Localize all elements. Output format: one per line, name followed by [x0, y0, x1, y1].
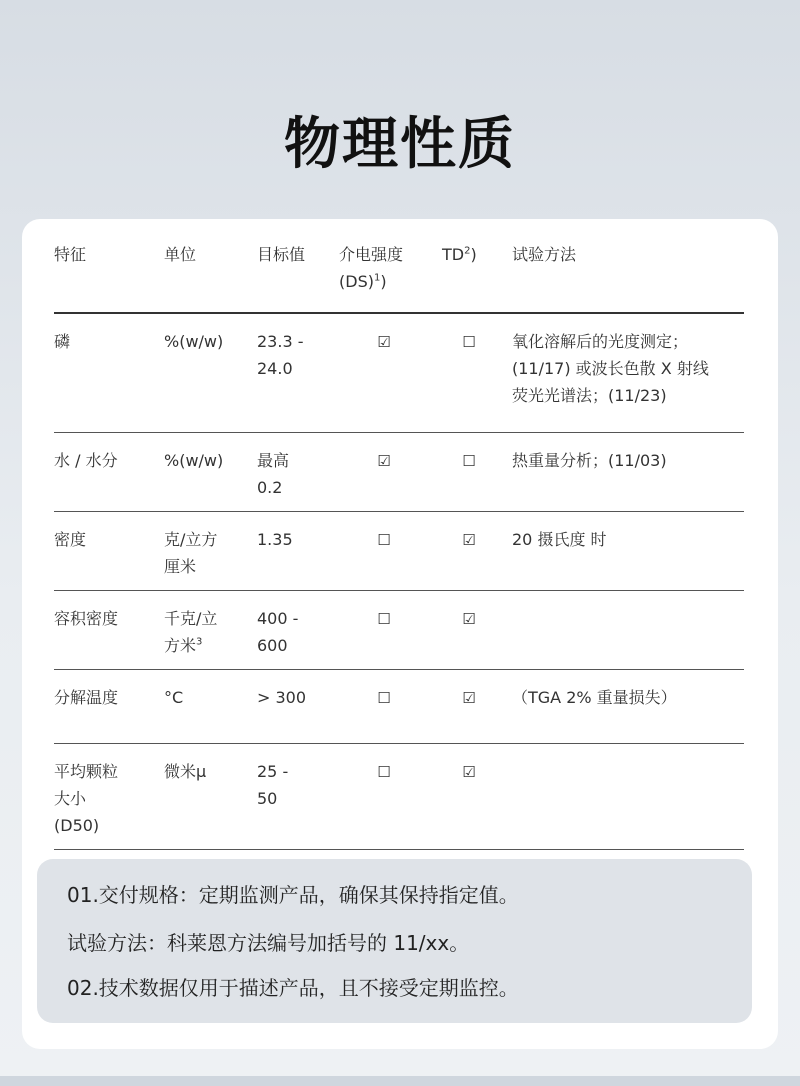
empty-box-icon: ☐: [462, 452, 476, 470]
row-unit-line: %(w/w): [164, 332, 224, 351]
row-feature: [54, 447, 154, 474]
row-unit-line: 微米μ: [164, 762, 207, 781]
header-target: 目标值: [257, 245, 306, 264]
row-unit-line: °C: [164, 688, 184, 707]
td-checkbox: [457, 758, 481, 786]
checked-box-icon: ☑: [462, 531, 476, 549]
header-ds: [339, 241, 429, 295]
row-feature-line: 分解温度: [54, 688, 119, 707]
table-row: [54, 670, 744, 744]
row-target: [257, 758, 337, 812]
row-unit-line: [164, 632, 254, 659]
row-unit: [164, 605, 254, 659]
empty-box-icon: ☐: [377, 689, 391, 707]
row-unit-line: %(w/w): [164, 451, 224, 470]
row-target-line: 24.0: [257, 359, 293, 378]
ds-checkbox: [372, 328, 396, 356]
row-feature: [54, 758, 154, 839]
note-line: 02.技术数据仅用于描述产品，且不接受定期监控。: [67, 976, 519, 1000]
row-method-line: 20 摄氏度 时: [512, 530, 607, 549]
row-feature: [54, 605, 154, 632]
empty-box-icon: ☐: [462, 333, 476, 351]
header-td-abbr: TD: [442, 245, 465, 264]
row-feature-line: 密度: [54, 530, 87, 549]
ds-checkbox: [372, 526, 396, 554]
row-unit: [164, 328, 254, 355]
note-line: 试验方法：科莱恩方法编号加括号的 11/xx。: [67, 931, 470, 955]
row-method: [512, 328, 744, 409]
row-unit-line: 克/立方: [164, 530, 218, 549]
row-unit-line: 千克/立: [164, 609, 218, 628]
row-unit-line: 厘米: [164, 557, 197, 576]
header-feature: 特征: [54, 245, 87, 264]
header-ds-close: ): [380, 272, 387, 291]
row-target-line: 50: [257, 789, 278, 808]
row-unit-sup: 3: [196, 636, 203, 648]
ds-checkbox: [372, 758, 396, 786]
row-method: [512, 447, 744, 474]
row-feature-line: 容积密度: [54, 609, 119, 628]
table-row: [54, 591, 744, 670]
empty-box-icon: ☐: [377, 763, 391, 781]
header-td: [442, 241, 512, 268]
row-feature-line: 平均颗粒: [54, 762, 119, 781]
row-target-line: > 300: [257, 688, 307, 707]
bottom-strip: [0, 1076, 800, 1086]
row-target-line: 最高: [257, 451, 290, 470]
header-ds-sup: 1: [373, 272, 381, 284]
row-target: [257, 447, 337, 501]
td-checkbox: [457, 605, 481, 633]
row-method-line: 氧化溶解后的光度测定；: [512, 332, 689, 351]
properties-card: [22, 219, 778, 1049]
td-checkbox: [457, 328, 481, 356]
row-target-line: 400 -: [257, 609, 299, 628]
row-unit: [164, 758, 254, 785]
row-feature-line: (D50): [54, 816, 100, 835]
row-unit: [164, 526, 254, 580]
row-target: [257, 526, 337, 553]
empty-box-icon: ☐: [377, 531, 391, 549]
table-row: [54, 512, 744, 591]
header-unit: 单位: [164, 245, 197, 264]
checked-box-icon: ☑: [377, 452, 391, 470]
note-line: 01.交付规格：定期监测产品，确保其保持指定值。: [67, 883, 519, 907]
ds-checkbox: [372, 447, 396, 475]
checked-box-icon: ☑: [462, 689, 476, 707]
properties-table: [54, 241, 744, 850]
row-feature-line: 磷: [54, 332, 71, 351]
notes-box: [37, 859, 752, 1023]
td-checkbox: [457, 684, 481, 712]
row-method-line: （TGA 2% 重量损失）: [512, 688, 677, 707]
table-header-row: [54, 241, 744, 314]
row-target-line: 0.2: [257, 478, 283, 497]
row-unit-text: 方米: [164, 636, 197, 655]
row-method-line: 热重量分析；(11/03): [512, 451, 667, 470]
checked-box-icon: ☑: [462, 610, 476, 628]
table-row: [54, 328, 744, 433]
row-target: [257, 328, 337, 382]
header-method: 试验方法: [512, 245, 577, 264]
checked-box-icon: ☑: [462, 763, 476, 781]
row-method-line: (11/17) 或波长色散 X 射线: [512, 359, 709, 378]
table-row: [54, 433, 744, 512]
row-method-line: 荧光光谱法；(11/23): [512, 386, 667, 405]
row-target-line: 23.3 -: [257, 332, 304, 351]
row-target-line: 600: [257, 636, 288, 655]
header-ds-line1: 介电强度: [339, 245, 404, 264]
row-feature-line: 水 / 水分: [54, 451, 118, 470]
ds-checkbox: [372, 684, 396, 712]
row-method: [512, 526, 744, 553]
row-feature: [54, 684, 154, 711]
row-target: [257, 605, 337, 659]
row-target: [257, 684, 337, 711]
empty-box-icon: ☐: [377, 610, 391, 628]
header-ds-abbr: (DS): [339, 272, 374, 291]
page-title: 物理性质: [284, 112, 516, 177]
header-td-sup: 2: [464, 245, 471, 257]
row-feature-line: 大小: [54, 789, 87, 808]
row-method: [512, 684, 744, 711]
row-feature: [54, 526, 154, 553]
row-unit: [164, 684, 254, 711]
row-unit: [164, 447, 254, 474]
ds-checkbox: [372, 605, 396, 633]
row-target-line: 25 -: [257, 762, 289, 781]
header-td-close: ): [470, 245, 477, 264]
header-ds-line2: [339, 268, 429, 295]
table-row: [54, 744, 744, 850]
row-target-line: 1.35: [257, 530, 293, 549]
row-feature: [54, 328, 154, 355]
checked-box-icon: ☑: [377, 333, 391, 351]
td-checkbox: [457, 447, 481, 475]
td-checkbox: [457, 526, 481, 554]
